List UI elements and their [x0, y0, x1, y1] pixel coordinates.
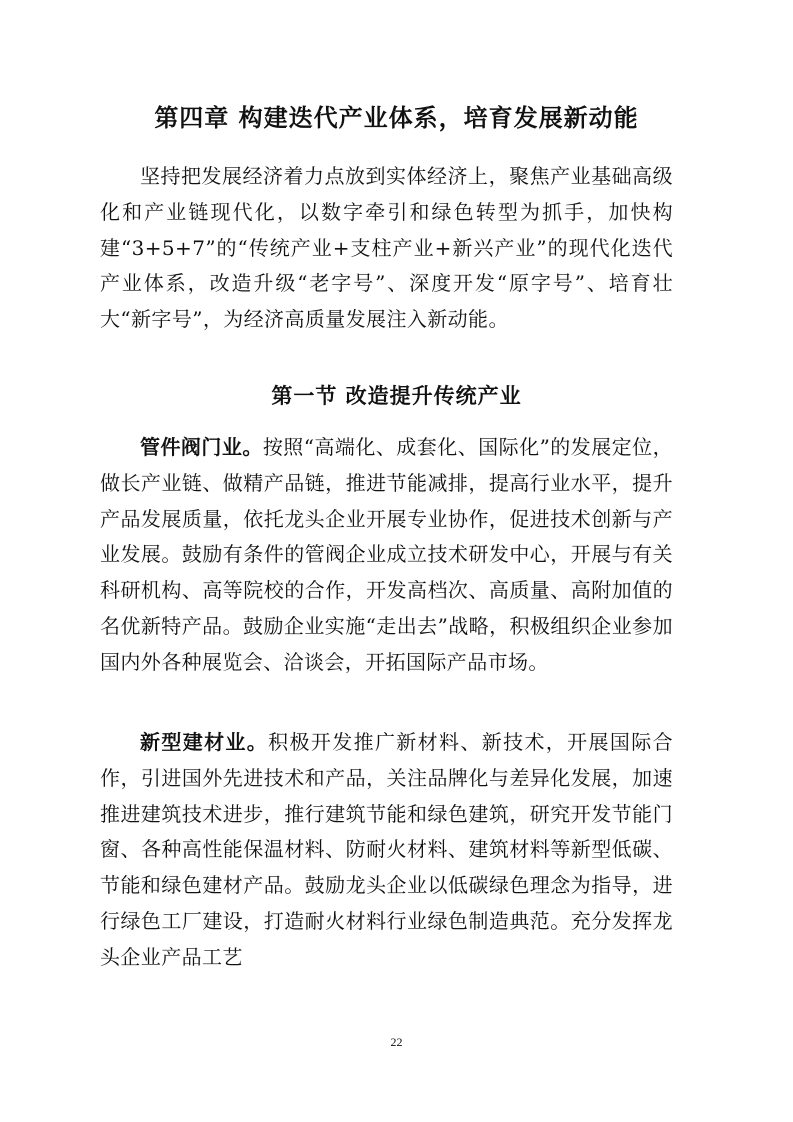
pipe-valve-body-text: 按照“高端化、成套化、国际化”的发展定位，做长产业链、做精产品链，推进节能减排，提高行业水平，提升产品发展质量，依托龙头企业开展专业协作，促进技术创新与产业发展。鼓励有条件的管阀企业成立技术研发中心，开展与有关科研机构、高等院校的合作，开发高档次、高质量、高附加值的名优新特产品。鼓励企业实施“走出去”战略，积极组织企业参加国内外各种展览会、洽谈会，开拓国际产品市场。 — [100, 435, 673, 674]
pipe-valve-paragraph — [100, 430, 673, 681]
building-materials-body-text: 积极开发推广新材料、新技术，开展国际合作，引进国外先进技术和产品，关注品牌化与差异化发展，加速推进建筑技术进步，推行建筑节能和绿色建筑，研究开发节能门窗、各种高性能保温材料、防耐火材料、建筑材料等新型低碳、节能和绿色建材产品。鼓励龙头企业以低碳绿色理念为指导，进行绿色工厂建设，打造耐火材料行业绿色制造典范。充分发挥龙头企业产品工艺 — [100, 730, 673, 969]
building-materials-lead-heading: 新型建材业。 — [140, 730, 269, 754]
building-materials-paragraph — [100, 725, 673, 976]
page-number: 22 — [390, 1035, 403, 1049]
chapter-intro-paragraph: 坚持把发展经济着力点放到实体经济上，聚焦产业基础高级化和产业链现代化，以数字牵引和绿色转型为抓手，加快构建“3+5+7”的“传统产业+支柱产业+新兴产业”的现代化迭代产业体系，改造升级“老字号”、深度开发“原字号”、培育壮大“新字号”，为经济高质量发展注入新动能。 — [100, 164, 673, 332]
chapter-title: 第四章 构建迭代产业体系，培育发展新动能 — [154, 104, 639, 132]
pipe-valve-lead-heading: 管件阀门业。 — [140, 435, 263, 459]
section-title: 第一节 改造提升传统产业 — [271, 384, 522, 408]
